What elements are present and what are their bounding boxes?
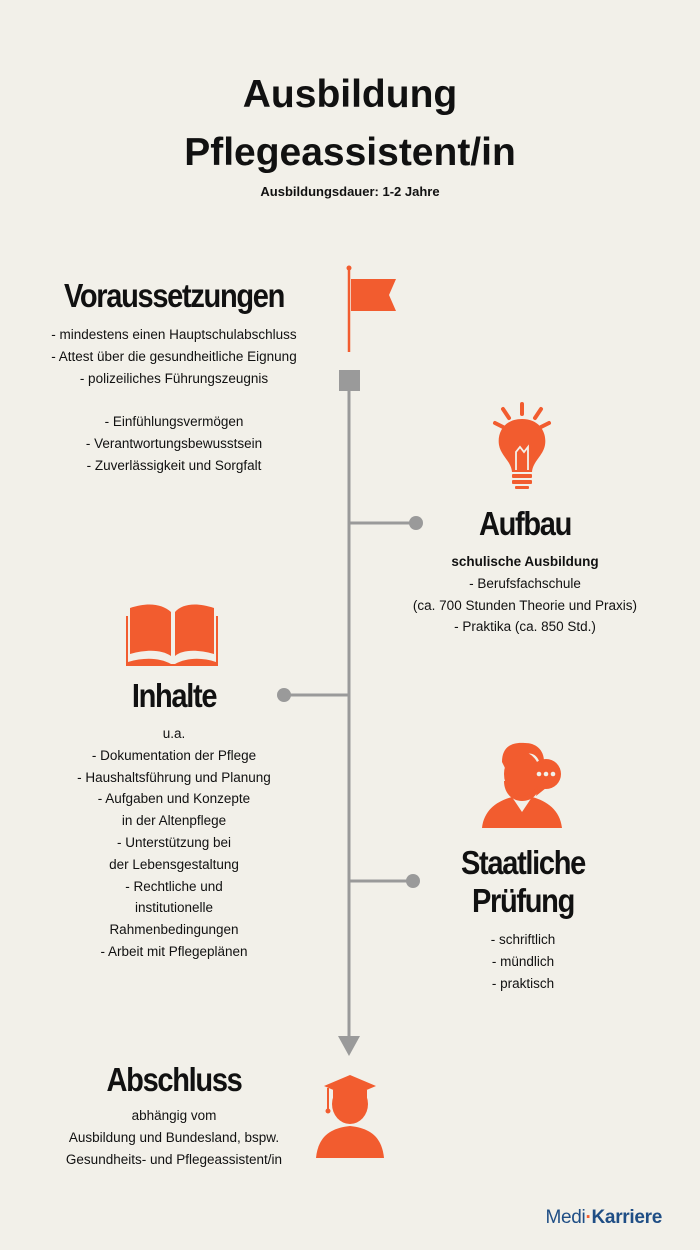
aufbau-list [395,551,655,638]
list-item: Ausbildung und Bundesland, bspw. [68,1129,280,1145]
list-item: - Dokumentation der Pflege [91,747,257,763]
graduate-icon [316,1075,384,1158]
title-line-2: Pflegeassistent/in [184,131,516,174]
list-item: - Arbeit mit Pflegeplänen [100,943,248,959]
pruefung-heading-line-2: Prüfung [471,882,575,919]
timeline-start-square [339,370,360,391]
list-item: in der Altenpflege [121,813,227,829]
list-item: - polizeiliches Führungszeugnis [79,370,269,386]
abschluss-heading: Abschluss [106,1061,242,1098]
list-item: institutionelle [134,900,214,916]
voraussetzungen-heading: Voraussetzungen [63,277,285,314]
list-item: - Haushaltsführung und Planung [77,769,271,785]
logo-separator: · [585,1207,592,1228]
list-item: - Verantwortungsbewusstsein [85,435,263,451]
inhalte-heading: Inhalte [131,677,217,714]
timeline-end-arrow [338,1036,360,1056]
logo-part-2: Karriere [591,1207,662,1228]
list-item: der Lebensgestaltung [109,856,239,872]
logo-part-1: Medi [545,1207,586,1228]
list-spacer [24,389,324,411]
list-item: - mindestens einen Hauptschulabschluss [51,327,297,342]
list-item: - Rechtliche und [125,878,223,894]
flag-icon [347,266,397,353]
list-item: (ca. 700 Stunden Theorie und Praxis) [412,597,638,613]
list-item: - schriftlich [490,932,556,947]
speech-dots [537,772,556,777]
voraussetzungen-list [24,324,324,477]
list-item: u.a. [162,726,186,741]
list-item: Rahmenbedingungen [109,922,239,938]
list-item: - mündlich [491,953,555,969]
pruefung-heading [409,844,638,920]
title-line-1: Ausbildung [242,73,458,116]
list-item: - Unterstützung bei [116,834,232,850]
abschluss-list [24,1105,324,1170]
list-item: - Zuverlässigkeit und Sorgfalt [86,457,262,473]
list-item: Gesundheits- und Pflegeassistent/in [65,1151,283,1167]
duration-text: Ausbildungsdauer: 1-2 Jahre [260,184,440,199]
book-icon [126,605,218,666]
list-item: - Einfühlungsvermögen [104,414,244,430]
lightbulb-body [499,419,546,489]
list-item: - praktisch [491,975,555,991]
brand-logo [546,1207,663,1229]
list-item: - Berufsfachschule [469,575,581,591]
list-item: - Attest über die gesundheitliche Eignung [51,348,297,364]
pruefung-list [393,929,653,994]
list-item: - Praktika (ca. 850 Std.) [454,619,596,635]
aufbau-subheading: schulische Ausbildung [451,554,599,569]
aufbau-heading: Aufbau [478,505,572,542]
inhalte-list [44,723,304,963]
list-item: - Aufgaben und Konzepte [97,791,251,807]
person-speech-icon [482,743,562,828]
list-item: abhängig vom [131,1108,217,1123]
pruefung-heading-line-1: Staatliche [461,844,585,881]
